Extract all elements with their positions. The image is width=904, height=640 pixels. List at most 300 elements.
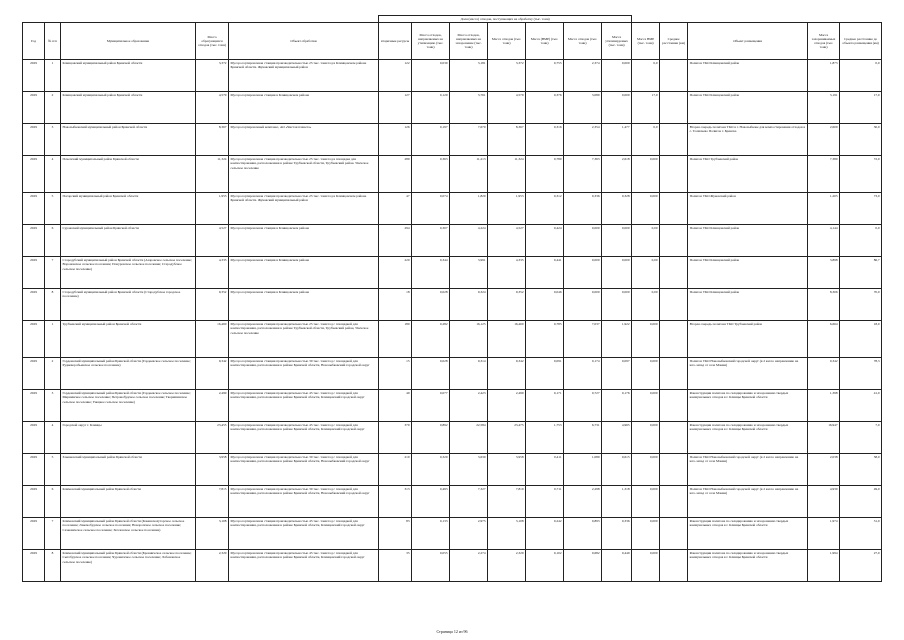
cell-empty xyxy=(660,289,688,321)
cell-c5: 0,780 xyxy=(526,156,564,193)
cell-mo: Городской округ г. Клинцы xyxy=(61,422,196,454)
cell-c2: 0,892 xyxy=(412,422,450,454)
cell-c7: 0,615 xyxy=(602,454,632,486)
cell-obj: Мусоросортировочная станция в Клинцовском районе xyxy=(229,225,379,257)
cell-c9: 0,342 xyxy=(808,358,840,390)
cell-c6: 0,336 xyxy=(564,193,602,225)
header-spacer xyxy=(23,16,379,23)
cell-c4: 7,819 xyxy=(488,486,526,518)
cell-c9: 2,609 xyxy=(808,124,840,156)
cell-c5: 0,755 xyxy=(526,60,564,92)
cell-c9: 1,873 xyxy=(808,60,840,92)
cell-place: Полигон ТКО Жуковский район xyxy=(688,193,808,225)
cell-c7: 0,000 xyxy=(602,92,632,124)
table-body xyxy=(23,60,882,582)
cell-c4: 2,329 xyxy=(488,550,526,582)
cell-c3: 9,324 xyxy=(450,289,488,321)
cell-empty xyxy=(660,124,688,156)
cell-c4: 8,367 xyxy=(488,124,526,156)
table-row xyxy=(23,225,882,257)
cell-n: 4 xyxy=(45,422,61,454)
cell-c2: 0,344 xyxy=(412,257,450,289)
cell-c9: 1,398 xyxy=(808,390,840,422)
cell-c9: 6,664 xyxy=(808,321,840,358)
cell-obj: Мусоросортировочная станция производительностью 45 тыс. тонн/год с площадкой для компостирования, расположенная в районе Брянской области, Клинцовский городской округ xyxy=(229,422,379,454)
cell-c2: 0,030 xyxy=(412,60,450,92)
header-spacer xyxy=(632,16,882,23)
cell-place: Полигон ТКО Клинцовский район xyxy=(688,225,808,257)
cell-mass: 3,958 xyxy=(196,454,229,486)
header-group: Доля (масса) отходов, поступающих на обработку (тыс. тонн) xyxy=(379,16,632,23)
col-num: № п/п xyxy=(45,23,61,60)
cell-mass: 16,460 xyxy=(196,321,229,358)
cell-mo: Стародубский муниципальный район Брянской области (Стародубское городское поселение) xyxy=(61,289,196,321)
cell-c7: 2,618 xyxy=(602,156,632,193)
cell-c1: 35 xyxy=(379,550,412,582)
cell-c8: 0,000 xyxy=(632,321,660,358)
cell-mo: Новозыбковский муниципальный район Брянской области xyxy=(61,124,196,156)
cell-c9: 4,930 xyxy=(808,486,840,518)
cell-c9: 1,994 xyxy=(808,550,840,582)
cell-c8: 0,000 xyxy=(632,193,660,225)
cell-mass: 11,324 xyxy=(196,156,229,193)
cell-n: 8 xyxy=(45,550,61,582)
cell-c1: 18 xyxy=(379,289,412,321)
cell-c1: 220 xyxy=(379,257,412,289)
cell-c1: 180 xyxy=(379,321,412,358)
cell-c3: 2,975 xyxy=(450,518,488,550)
cell-obj: Мусоросортировочный комплекс, АО «Чистая планета» xyxy=(229,124,379,156)
cell-c7: 0,328 xyxy=(602,193,632,225)
cell-c1: 122 xyxy=(379,60,412,92)
cell-c1: 47 xyxy=(379,193,412,225)
cell-c2: 0,129 xyxy=(412,92,450,124)
cell-place: Вторая очередь полигона ТКО Трубчевский район xyxy=(688,321,808,358)
cell-c10: 86,7 xyxy=(840,257,882,289)
cell-mo: Климовский муниципальный район Брянской области (Бровничское сельское поселение; Сытобудское сельское поселение; Чуровичское сельское поселение; Лобановское сельское поселение) xyxy=(61,550,196,582)
cell-empty xyxy=(660,550,688,582)
cell-n: 1 xyxy=(45,60,61,92)
cell-n: 6 xyxy=(45,486,61,518)
cell-c10: 72,0 xyxy=(840,156,882,193)
cell-empty xyxy=(660,518,688,550)
cell-year: 2029 xyxy=(23,518,45,550)
cell-mo: Гордеевский муниципальный район Брянской области (Гордеевское сельское поселение; Мирнинское сельское поселение; Петровобудское сельское поселение; Творишинское сельское поселение; Унецкое сельское поселение) xyxy=(61,390,196,422)
cell-obj: Мусоросортировочная станция производительностью 30 тыс. тонн/год с площадкой для компостирования, расположенная в районе Брянской области, Новозыбковский городской округ xyxy=(229,358,379,390)
cell-mass: 2,329 xyxy=(196,550,229,582)
cell-mass: 7,815 xyxy=(196,486,229,518)
cell-c3: 3,761 xyxy=(450,92,488,124)
cell-mass: 4,527 xyxy=(196,225,229,257)
cell-c6: 7,037 xyxy=(564,321,602,358)
table-row xyxy=(23,124,882,156)
cell-c3: 7,670 xyxy=(450,124,488,156)
cell-year: 2029 xyxy=(23,422,45,454)
cell-c6: 0,000 xyxy=(564,257,602,289)
cell-c9: 3,191 xyxy=(808,92,840,124)
cell-c10: 0,0 xyxy=(840,225,882,257)
cell-empty xyxy=(660,358,688,390)
cell-c5: 0,102 xyxy=(526,550,564,582)
cell-mo: Суражский муниципальный район Брянской области xyxy=(61,225,196,257)
cell-c7: 0,000 xyxy=(602,60,632,92)
col-obj: Объект обработки xyxy=(229,23,379,60)
col-place: Объект размещения xyxy=(688,23,808,60)
col-mass6: Масса захораниваемых отходов (тыс. тонн) xyxy=(808,23,840,60)
table-row xyxy=(23,156,882,193)
cell-place: Полигон ТКО Новозыбковский городской округ (в 2 км по направлению на юго-запад от села Мамаи) xyxy=(688,454,808,486)
cell-c7: 1,318 xyxy=(602,486,632,518)
cell-c10: 18,0 xyxy=(840,321,882,358)
cell-obj: Мусоросортировочная станция в Клинцовском районе xyxy=(229,289,379,321)
cell-c1: 49 xyxy=(379,390,412,422)
cell-c3: 4,224 xyxy=(450,225,488,257)
cell-c9: 1,205 xyxy=(808,193,840,225)
cell-year: 2029 xyxy=(23,321,45,358)
cell-c10: 49,0 xyxy=(840,486,882,518)
cell-place: Вторая очередь полигона ТКО в г. Новозыбкове для компостирования отходов в с. Толмачево Полигон г. Брянска xyxy=(688,124,808,156)
cell-c10: 17,0 xyxy=(840,92,882,124)
cell-obj: Мусоросортировочная станция производительностью 30 тыс. тонн/год с площадкой для компостирования, расположенная в районе Брянской области, Новозыбковский городской округ xyxy=(229,454,379,486)
cell-c3: 9,314 xyxy=(450,358,488,390)
col-g1: вторичные ресурсы xyxy=(379,23,412,60)
cell-c1: 126 xyxy=(379,124,412,156)
cell-c6: 2,374 xyxy=(564,60,602,92)
cell-n: 5 xyxy=(45,454,61,486)
cell-mass: 9,352 xyxy=(196,289,229,321)
cell-c3: 3,630 xyxy=(450,454,488,486)
cell-empty xyxy=(660,321,688,358)
cell-mass: 8,367 xyxy=(196,124,229,156)
cell-mass: 4,579 xyxy=(196,92,229,124)
cell-empty xyxy=(660,60,688,92)
cell-c2: 0,028 xyxy=(412,358,450,390)
col-mass2: Масса (ВМР) (тыс. тонн) xyxy=(526,23,564,60)
cell-mo: Стародубский муниципальный район Брянской области (Азаровское сельское поселение; Воронокское сельское поселение; Понуровское сельское поселение; Стародубское сельское поселение) xyxy=(61,257,196,289)
cell-place: Полигон ТКО Клинцовский район xyxy=(688,257,808,289)
cell-n: 7 xyxy=(45,518,61,550)
cell-c2: 0,074 xyxy=(412,193,450,225)
cell-c4: 3,958 xyxy=(488,454,526,486)
cell-c4: 9,352 xyxy=(488,289,526,321)
cell-place: Реконструкция полигона по складированию и захоронению твердых коммунальных отходов в г. Клинцы Брянской области xyxy=(688,550,808,582)
cell-mass: 4,335 xyxy=(196,257,229,289)
cell-place: Полигон ТКО Новозыбковский городской округ (в 2 км по направлению на юго-запад от села Мамаи) xyxy=(688,358,808,390)
cell-place: Полигон ТКО Новозыбковский городской округ (в 2 км по направлению на юго-запад от села Мамаи) xyxy=(688,486,808,518)
cell-n: 6 xyxy=(45,225,61,257)
cell-c10: 7,0 xyxy=(840,422,882,454)
cell-c9: 7,380 xyxy=(808,156,840,193)
cell-n: 3 xyxy=(45,390,61,422)
cell-n: 2 xyxy=(45,92,61,124)
cell-c2: 0,282 xyxy=(412,321,450,358)
cell-c10: 73,0 xyxy=(840,193,882,225)
cell-c6: 7,363 xyxy=(564,156,602,193)
cell-c4: 9,342 xyxy=(488,358,526,390)
cell-c3: 1,820 xyxy=(450,193,488,225)
cell-c3: 11,213 xyxy=(450,156,488,193)
table-row xyxy=(23,518,882,550)
table-row xyxy=(23,321,882,358)
table-row xyxy=(23,550,882,582)
cell-empty xyxy=(660,390,688,422)
cell-n: 3 xyxy=(45,124,61,156)
cell-c4: 23,475 xyxy=(488,422,526,454)
cell-c10: 27,0 xyxy=(840,550,882,582)
cell-c3: 2,423 xyxy=(450,390,488,422)
cell-n: 4 xyxy=(45,156,61,193)
cell-c6: 2,298 xyxy=(564,486,602,518)
cell-empty xyxy=(660,92,688,124)
cell-c5: 0,316 xyxy=(526,124,564,156)
cell-year: 2029 xyxy=(23,454,45,486)
col-g4: Масса отходов (тыс. тонн) xyxy=(488,23,526,60)
cell-c10: 31,0 xyxy=(840,518,882,550)
cell-mass: 3,108 xyxy=(196,518,229,550)
cell-year: 2029 xyxy=(23,390,45,422)
cell-c5: 0,711 xyxy=(526,486,564,518)
cell-c10: 78,3 xyxy=(840,358,882,390)
cell-c1: 210 xyxy=(379,454,412,486)
cell-c8: 0,000 xyxy=(632,358,660,390)
cell-obj: Мусоросортировочная станция производительностью 45 тыс. тонн/год с площадкой для компостирования, расположенная в районе Брянской области, Клинцовский городской округ xyxy=(229,390,379,422)
col-g2: Масса отходов, направляемых на утилизацию (тыс. тонн) xyxy=(412,23,450,60)
cell-c3: 22,584 xyxy=(450,422,488,454)
cell-c1: 289 xyxy=(379,156,412,193)
cell-place: Реконструкция полигона по складированию и захоронению твердых коммунальных отходов в г. Клинцы Брянской области xyxy=(688,518,808,550)
cell-year: 2029 xyxy=(23,60,45,92)
table-row xyxy=(23,454,882,486)
cell-c6: 2,354 xyxy=(564,124,602,156)
cell-c3: 2,274 xyxy=(450,550,488,582)
cell-n: 2 xyxy=(45,358,61,390)
cell-n: 5 xyxy=(45,193,61,225)
cell-c4: 1,953 xyxy=(488,193,526,225)
cell-c4: 3,108 xyxy=(488,518,526,550)
cell-n: 8 xyxy=(45,289,61,321)
cell-c4: 2,499 xyxy=(488,390,526,422)
cell-c1: 15 xyxy=(379,358,412,390)
cell-place: Полигон ТКО Клинцовский район xyxy=(688,289,808,321)
cell-empty xyxy=(660,156,688,193)
cell-c1: 294 xyxy=(379,225,412,257)
cell-mo: Гордеевский муниципальный район Брянской области (Гордеевское сельское поселение; Рудневоробьевское сельское поселение) xyxy=(61,358,196,390)
table-row xyxy=(23,92,882,124)
cell-c8: 0,000 xyxy=(632,550,660,582)
cell-c8: 0,000 xyxy=(632,454,660,486)
cell-year: 2029 xyxy=(23,550,45,582)
cell-empty xyxy=(660,486,688,518)
cell-c8: 0,000 xyxy=(632,390,660,422)
cell-obj: Мусоросортировочная станция производительностью 25 тыс. тонн/год с площадкой для компостирования, расположенная в районе Трубчевской области, Трубчевский район, Унечское сельское поселение xyxy=(229,321,379,358)
cell-c3: 16,125 xyxy=(450,321,488,358)
cell-mo: Климовский муниципальный район Брянской области (Каменскохуторское сельское поселение; Лакомобудское сельское поселение; Новоропское сельское поселение; Сачковичское сельское поселение; Хохловское сельское поселение) xyxy=(61,518,196,550)
cell-mass: 2,499 xyxy=(196,390,229,422)
cell-c1: 127 xyxy=(379,92,412,124)
table-row xyxy=(23,390,882,422)
table-row xyxy=(23,289,882,321)
cell-year: 2029 xyxy=(23,92,45,124)
cell-n: 1 xyxy=(45,321,61,358)
cell-c10: 30,0 xyxy=(840,124,882,156)
cell-c5: 0,785 xyxy=(526,321,564,358)
cell-c2: 0,077 xyxy=(412,390,450,422)
cell-mo: Клинцовский муниципальный район Брянской области xyxy=(61,92,196,124)
cell-c10: 58,0 xyxy=(840,454,882,486)
cell-c10: 41,0 xyxy=(840,390,882,422)
cell-empty xyxy=(660,193,688,225)
cell-c9: 1,974 xyxy=(808,518,840,550)
cell-c2: 0,363 xyxy=(412,156,450,193)
cell-c4: 11,324 xyxy=(488,156,526,193)
cell-c6: 3,080 xyxy=(564,92,602,124)
cell-c4: 4,579 xyxy=(488,92,526,124)
cell-c2: 0,028 xyxy=(412,289,450,321)
cell-c3: 7,327 xyxy=(450,486,488,518)
cell-obj: Мусоросортировочная станция в Клинцовском районе xyxy=(229,92,379,124)
cell-year: 2029 xyxy=(23,225,45,257)
cell-c7: 0,336 xyxy=(602,518,632,550)
cell-c5: 0,411 xyxy=(526,454,564,486)
col-g3: Масса отходов, направляемых на захоронение (тыс. тонн) xyxy=(450,23,488,60)
table-row xyxy=(23,60,882,92)
cell-empty xyxy=(660,454,688,486)
cell-obj: Мусоросортировочная станция производительностью 45 тыс. тонн/год с площадкой для компостирования, расположенная в районе Брянской области, Клинцовский городской округ xyxy=(229,550,379,582)
cell-year: 2029 xyxy=(23,156,45,193)
cell-place: Полигон ТКО Трубчевский район xyxy=(688,156,808,193)
cell-mo: Трубчевский муниципальный район Брянской области xyxy=(61,321,196,358)
cell-c8: 0,000 xyxy=(632,156,660,193)
cell-mass: 1,953 xyxy=(196,193,229,225)
cell-c4: 4,527 xyxy=(488,225,526,257)
cell-c5: 0,424 xyxy=(526,225,564,257)
cell-year: 2029 xyxy=(23,257,45,289)
cell-c3: 3,991 xyxy=(450,257,488,289)
table-row xyxy=(23,486,882,518)
cell-c5: 0,242 xyxy=(526,518,564,550)
cell-c1: 83 xyxy=(379,518,412,550)
cell-c7: 0,449 xyxy=(602,550,632,582)
cell-c7: 4,965 xyxy=(602,422,632,454)
cell-c8: 0,0 xyxy=(632,124,660,156)
cell-c1: 370 xyxy=(379,422,412,454)
cell-year: 2029 xyxy=(23,486,45,518)
cell-year: 2029 xyxy=(23,289,45,321)
cell-c8: 0,000 xyxy=(632,422,660,454)
cell-c8: 0,000 xyxy=(632,518,660,550)
cell-c1: 313 xyxy=(379,486,412,518)
cell-c2: 0,493 xyxy=(412,486,450,518)
cell-c7: 1,922 xyxy=(602,321,632,358)
cell-c7: 0,000 xyxy=(602,289,632,321)
cell-c5: 0,046 xyxy=(526,289,564,321)
cell-c7: 0,000 xyxy=(602,257,632,289)
cell-c10: 0,0 xyxy=(840,60,882,92)
cell-c9: 4,144 xyxy=(808,225,840,257)
cell-obj: Мусоросортировочная станция производительностью 30 тыс. тонн/год с площадкой для компостирования, расположенная в районе Брянской области, Новозыбковский городской округ xyxy=(229,486,379,518)
cell-c4: 3,372 xyxy=(488,60,526,92)
col-mass5: Масса ВМР (тыс. тонн) xyxy=(632,23,660,60)
cell-mass: 9,342 xyxy=(196,358,229,390)
cell-c2: 0,055 xyxy=(412,550,450,582)
cell-empty xyxy=(660,422,688,454)
cell-obj: Мусоросортировочная станция производительностью 25 тыс. тонн/год в Клинцовском районе Брянской области. Жуковский муниципальный район xyxy=(229,193,379,225)
cell-c2: 0,133 xyxy=(412,518,450,550)
cell-c6: 6,731 xyxy=(564,422,602,454)
col-mass: Масса образующихся отходов (тыс. тонн) xyxy=(196,23,229,60)
cell-obj: Мусоросортировочная станция производительностью 45 тыс. тонн/год с площадкой для компостирования, расположенная в районе Брянской области, Клинцовский городской округ xyxy=(229,518,379,550)
cell-c6: 0,893 xyxy=(564,518,602,550)
cell-c6: 0,000 xyxy=(564,225,602,257)
cell-c5: 0,312 xyxy=(526,193,564,225)
cell-c7: 0,000 xyxy=(602,225,632,257)
cell-c7: 0,097 xyxy=(602,358,632,390)
cell-obj: Мусоросортировочная станция в Клинцовском районе xyxy=(229,257,379,289)
cell-c2: 0,329 xyxy=(412,454,450,486)
cell-place: Полигон ТКО Клинцовский район xyxy=(688,92,808,124)
cell-n: 7 xyxy=(45,257,61,289)
cell-c5: 1,753 xyxy=(526,422,564,454)
cell-c7: 0,176 xyxy=(602,390,632,422)
cell-c3: 3,181 xyxy=(450,60,488,92)
cell-mass: 3,372 xyxy=(196,60,229,92)
cell-place: Полигон ТКО Клинцовский район xyxy=(688,60,808,92)
table-row xyxy=(23,193,882,225)
cell-c9: 3,898 xyxy=(808,257,840,289)
cell-c7: 1,477 xyxy=(602,124,632,156)
cell-mo: Климовский муниципальный район Брянской области xyxy=(61,486,196,518)
col-dist: Среднее расстояние (км) xyxy=(660,23,688,60)
table-row xyxy=(23,257,882,289)
cell-place: Реконструкция полигона по складированию и захоронению твердых коммунальных отходов в г. Клинцы Брянской области xyxy=(688,390,808,422)
cell-c6: 0,174 xyxy=(564,358,602,390)
cell-c2: 0,307 xyxy=(412,225,450,257)
col-mo: Муниципальное образование xyxy=(61,23,196,60)
table-row xyxy=(23,422,882,454)
cell-year: 2029 xyxy=(23,124,45,156)
cell-mo: Погарский муниципальный район Брянской области xyxy=(61,193,196,225)
cell-mo: Злынковский муниципальный район Брянской области xyxy=(61,454,196,486)
cell-obj: Мусоросортировочная станция производительностью 25 тыс. тонн/год в Клинцовском районе Брянской области. Жуковский муниципальный район xyxy=(229,60,379,92)
col-mass4: Масса утилизируемых (тыс. тонн) xyxy=(602,23,632,60)
cell-year: 2029 xyxy=(23,358,45,390)
cell-c4: 16,460 xyxy=(488,321,526,358)
cell-c8: 0,0 xyxy=(632,60,660,92)
cell-c2: 0,197 xyxy=(412,124,450,156)
cell-place: Реконструкция полигона по складированию и захоронению твердых коммунальных отходов в г. Клинцы Брянской области xyxy=(688,422,808,454)
cell-c8: 0,00 xyxy=(632,289,660,321)
cell-c5: 0,091 xyxy=(526,358,564,390)
cell-c9: 16,947 xyxy=(808,422,840,454)
cell-c8: 0,00 xyxy=(632,257,660,289)
cell-c5: 0,376 xyxy=(526,92,564,124)
cell-c6: 0,727 xyxy=(564,390,602,422)
page-footer: Страница 12 из 96 xyxy=(436,629,468,634)
cell-c8: 0,00 xyxy=(632,225,660,257)
cell-year: 2029 xyxy=(23,193,45,225)
cell-empty xyxy=(660,225,688,257)
col-year: Год xyxy=(23,23,45,60)
cell-c6: 0,000 xyxy=(564,289,602,321)
cell-c4: 4,335 xyxy=(488,257,526,289)
cell-c5: 0,171 xyxy=(526,390,564,422)
cell-mo: Клинцовский муниципальный район Брянской области xyxy=(61,60,196,92)
waste-flow-table xyxy=(22,15,882,582)
cell-c6: 1,089 xyxy=(564,454,602,486)
cell-c5: 0,441 xyxy=(526,257,564,289)
col-mass3: Масса отходов (тыс. тонн) xyxy=(564,23,602,60)
cell-c8: 0,000 xyxy=(632,486,660,518)
